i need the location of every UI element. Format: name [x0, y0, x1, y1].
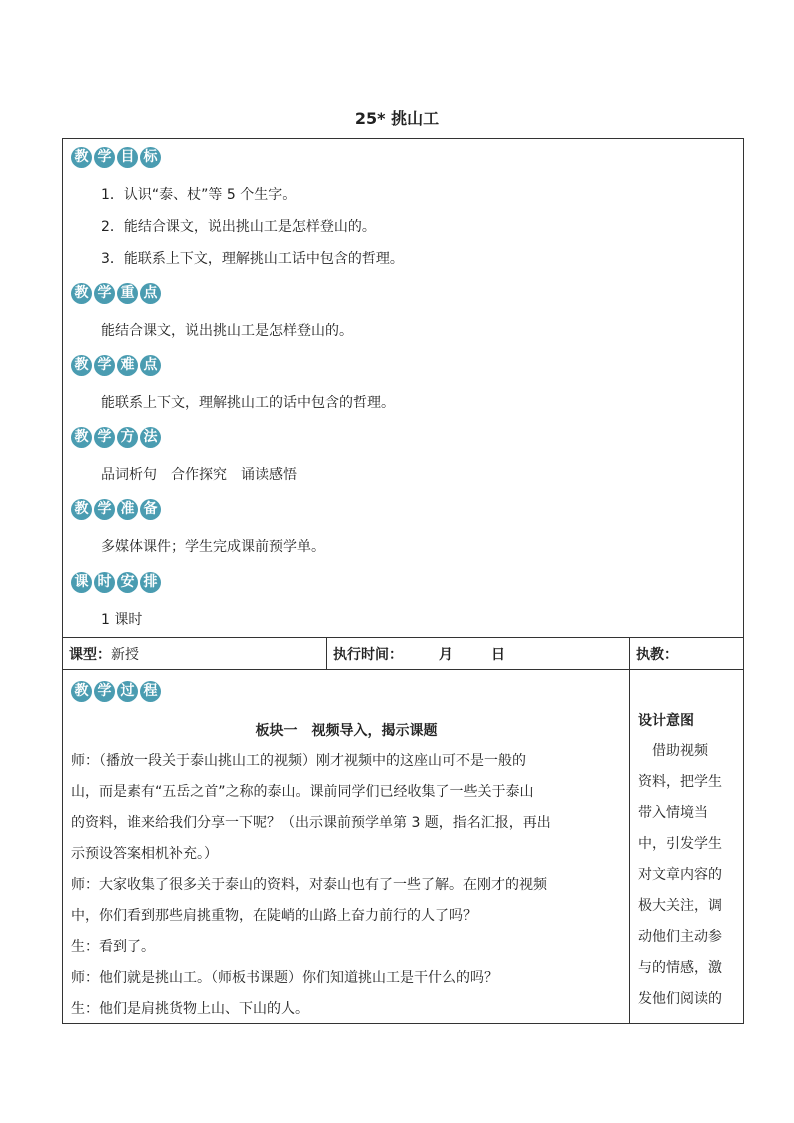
- section-heading: [71, 427, 163, 448]
- heading-badge: 备: [140, 499, 161, 520]
- heading-badge: 教: [71, 147, 92, 168]
- heading-badge: 重: [117, 283, 138, 304]
- heading-badge: 学: [94, 681, 115, 702]
- section-line: 多媒体课件；学生完成课前预学单。: [101, 539, 325, 555]
- dialogue-line: 生：看到了。: [71, 939, 155, 955]
- section-line: 能联系上下文，理解挑山工的话中包含的哲理。: [101, 395, 395, 411]
- heading-badge: 准: [117, 499, 138, 520]
- heading-badge: 教: [71, 681, 92, 702]
- heading-badge: 时: [94, 572, 115, 593]
- process-heading: [71, 681, 163, 702]
- heading-badge: 安: [117, 572, 138, 593]
- dialogue-line: 中，你们看到那些肩挑重物，在陡峭的山路上奋力前行的人了吗？: [71, 908, 477, 924]
- section-line: 能结合课文，说出挑山工是怎样登山的。: [101, 323, 353, 339]
- heading-badge: 教: [71, 283, 92, 304]
- heading-badge: 教: [71, 427, 92, 448]
- heading-badge: 方: [117, 427, 138, 448]
- dialogue-line: 师：（播放一段关于泰山挑山工的视频）刚才视频中的这座山可不是一般的: [71, 753, 526, 769]
- teacher-cell: [630, 638, 743, 669]
- section-line: 1．认识“泰、杖”等 5 个生字。: [101, 187, 297, 203]
- heading-badge: 法: [140, 427, 161, 448]
- heading-badge: 教: [71, 355, 92, 376]
- block-subtitle: 板块一 视频导入，揭示课题: [255, 723, 438, 739]
- design-intent-line: 带入情境当: [638, 805, 708, 821]
- heading-badge: 课: [71, 572, 92, 593]
- heading-badge: 过: [117, 681, 138, 702]
- heading-badge: 目: [117, 147, 138, 168]
- heading-badge: 标: [140, 147, 161, 168]
- section-heading: [71, 572, 163, 593]
- dialogue-line: 生：他们是肩挑货物上山、下山的人。: [71, 1001, 309, 1017]
- design-intent-line: 对文章内容的: [638, 867, 722, 883]
- section-line: 2．能结合课文，说出挑山工是怎样登山的。: [101, 219, 376, 235]
- heading-badge: 点: [140, 283, 161, 304]
- process-table: [62, 669, 744, 1024]
- dialogue-line: 师：他们就是挑山工。（师板书课题）你们知道挑山工是干什么的吗？: [71, 970, 498, 986]
- design-intent-line: 发他们阅读的: [638, 991, 722, 1007]
- lesson-type-label: 课型：: [69, 646, 111, 663]
- design-intent-line: 借助视频: [638, 743, 708, 759]
- design-intent-cell: [630, 670, 743, 1023]
- heading-badge: 学: [94, 427, 115, 448]
- month-label: 月: [439, 646, 453, 663]
- section-heading: [71, 499, 163, 520]
- section-heading: [71, 147, 163, 168]
- heading-badge: 难: [117, 355, 138, 376]
- overview-table: [62, 138, 744, 638]
- dialogue-line: 师：大家收集了很多关于泰山的资料，对泰山也有了一些了解。在刚才的视频: [71, 877, 547, 893]
- heading-badge: 学: [94, 499, 115, 520]
- day-label: 日: [491, 646, 505, 663]
- design-intent-line: 中，引发学生: [638, 836, 722, 852]
- heading-badge: 学: [94, 147, 115, 168]
- page-title: 25* 挑山工: [354, 109, 440, 128]
- heading-badge: 点: [140, 355, 161, 376]
- lesson-type-cell: [63, 638, 327, 669]
- section-heading: [71, 283, 163, 304]
- section-line: 3．能联系上下文，理解挑山工话中包含的哲理。: [101, 251, 404, 267]
- teacher-label: 执教：: [636, 646, 678, 663]
- process-main-cell: [63, 670, 630, 1023]
- design-intent-line: 资料，把学生: [638, 774, 722, 790]
- dialogue-line: 山，而是素有“五岳之首”之称的泰山。课前同学们已经收集了一些关于泰山: [71, 784, 534, 800]
- section-line: 1 课时: [101, 612, 143, 628]
- exec-time-cell: [327, 638, 630, 669]
- design-intent-title: 设计意图: [638, 713, 694, 729]
- heading-badge: 程: [140, 681, 161, 702]
- design-intent-line: 极大关注，调: [638, 898, 722, 914]
- heading-badge: 排: [140, 572, 161, 593]
- dialogue-line: 的资料，谁来给我们分享一下呢？（出示课前预学单第 3 题，指名汇报，再出: [71, 815, 551, 831]
- info-row: [62, 637, 744, 670]
- lesson-type-value: 新授: [111, 646, 139, 663]
- heading-badge: 学: [94, 355, 115, 376]
- design-intent-line: 与的情感，激: [638, 960, 722, 976]
- section-heading: [71, 355, 163, 376]
- dialogue-line: 示预设答案相机补充。）: [71, 846, 218, 862]
- design-intent-line: 动他们主动参: [638, 929, 722, 945]
- heading-badge: 教: [71, 499, 92, 520]
- exec-time-label: 执行时间：: [333, 646, 403, 663]
- section-line: 品词析句 合作探究 诵读感悟: [101, 467, 297, 483]
- heading-badge: 学: [94, 283, 115, 304]
